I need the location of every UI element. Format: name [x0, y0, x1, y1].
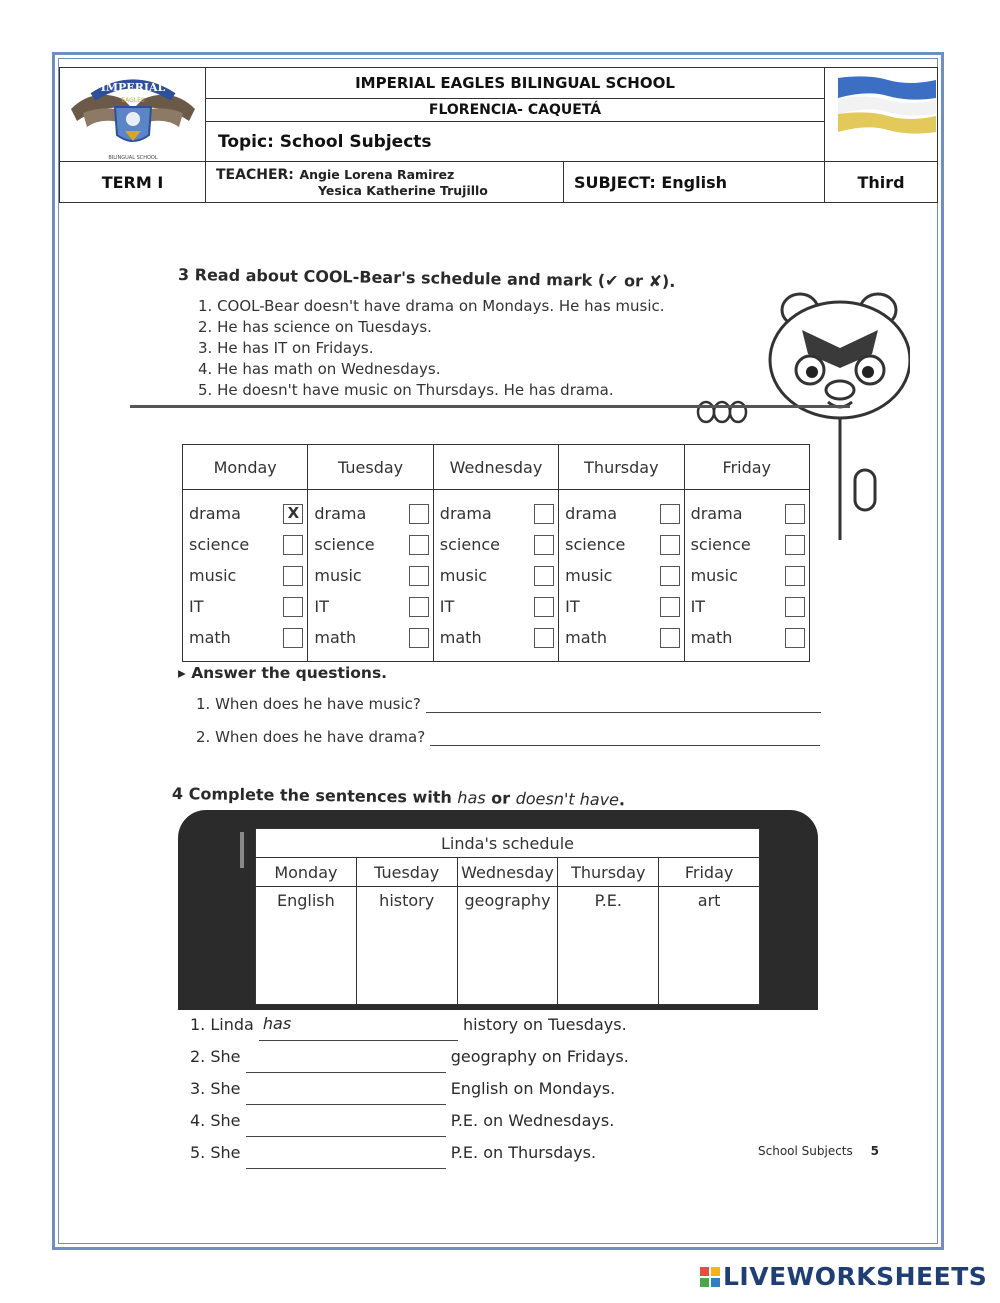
checkbox-friday-music[interactable] [785, 566, 805, 586]
list-item [691, 591, 805, 622]
school-logo [63, 69, 203, 161]
teacher-name-2: Yesica Katherine Trujillo [318, 183, 488, 198]
checkbox-monday-music[interactable] [283, 566, 303, 586]
linda-class-wednesday: geography [457, 887, 558, 1005]
list-item [440, 529, 554, 560]
answer-section-title [178, 664, 387, 682]
teacher-label: TEACHER: [216, 167, 294, 183]
schedule-header-row [183, 445, 810, 490]
day-thursday: Thursday [559, 445, 684, 490]
liveworksheets-logo [700, 1262, 987, 1291]
list-item [440, 560, 554, 591]
sentence-2-start: 2. She [190, 1047, 241, 1066]
linda-schedule-table [255, 828, 760, 1005]
subject-label: drama [439, 504, 492, 523]
exercise-4-instruction: Complete the sentences with [188, 784, 458, 807]
list-item [314, 622, 428, 653]
checkbox-monday-it[interactable] [283, 597, 303, 617]
linda-day-tuesday: Tuesday [356, 858, 457, 887]
list-item [440, 622, 554, 653]
exercise-4-number: 4 [171, 784, 184, 804]
checkbox-friday-math[interactable] [785, 628, 805, 648]
tablet-button [240, 832, 244, 868]
tuesday-column [308, 490, 433, 662]
checkbox-monday-science[interactable] [283, 535, 303, 555]
sentence-5-start: 5. She [190, 1143, 241, 1162]
subject-label: science [690, 535, 751, 554]
subject-label: drama [565, 504, 618, 523]
subject-label: math [439, 628, 482, 647]
question-2-text: 2. When does he have drama? [196, 728, 426, 746]
checkbox-monday-drama[interactable]: X [283, 504, 303, 524]
word-doesnt-have: doesn't have [515, 788, 620, 810]
word-has: has [457, 787, 486, 808]
checkbox-thursday-science[interactable] [660, 535, 680, 555]
answer-line-2[interactable] [430, 745, 820, 746]
subject-label: science [189, 535, 250, 554]
logo-text-eagles: EAGLES [120, 96, 145, 104]
footer-label: School Subjects [758, 1144, 853, 1158]
exercise-3-statements [198, 296, 665, 401]
arrow-icon: ▸ [178, 664, 192, 682]
checkbox-wednesday-drama[interactable] [534, 504, 554, 524]
page-footer [758, 1144, 879, 1158]
question-2 [196, 728, 820, 746]
list-item [189, 529, 303, 560]
checkbox-tuesday-math[interactable] [409, 628, 429, 648]
question-1-text: 1. When does he have music? [196, 695, 421, 713]
logo-text-imperial: IMPERIAL [100, 80, 165, 94]
teacher-cell [206, 162, 564, 203]
list-item [189, 498, 303, 529]
subject-label: math [565, 628, 607, 647]
checkbox-wednesday-it[interactable] [534, 597, 554, 617]
subject-label: IT [690, 597, 706, 616]
linda-schedule-title: Linda's schedule [256, 829, 760, 858]
exercise-3-instruction: Read about COOL-Bear's schedule and mark (✔ or ✘). [194, 265, 676, 291]
linda-day-friday: Friday [659, 858, 760, 887]
subject-label: music [189, 566, 237, 585]
list-item [691, 498, 805, 529]
statement-5: 5. He doesn't have music on Thursdays. He has drama. [198, 381, 614, 399]
school-name: IMPERIAL EAGLES BILINGUAL SCHOOL [206, 68, 825, 99]
list-item [314, 591, 428, 622]
statement-1: 1. COOL-Bear doesn't have drama on Mondays. He has music. [198, 297, 665, 315]
topic-title: Topic: School Subjects [206, 122, 825, 162]
linda-day-thursday: Thursday [558, 858, 659, 887]
teacher-name-1: Angie Lorena Ramirez [299, 167, 455, 182]
sentence-4-end: P.E. on Wednesdays. [450, 1111, 615, 1130]
board-top-edge [130, 405, 850, 408]
list-item [189, 622, 303, 653]
subject-label: music [314, 566, 362, 585]
checkbox-thursday-drama[interactable] [660, 504, 680, 524]
list-item [565, 591, 679, 622]
subject-label: SUBJECT: English [564, 162, 825, 203]
answer-input-5[interactable] [246, 1168, 446, 1169]
liveworksheets-icon [700, 1267, 720, 1287]
answer-input-1[interactable]: has [259, 1008, 458, 1041]
subject-label: math [690, 628, 733, 647]
list-item [565, 560, 679, 591]
subject-label: math [189, 628, 231, 647]
checkbox-tuesday-music[interactable] [409, 566, 429, 586]
checkbox-friday-drama[interactable] [785, 504, 805, 524]
list-item [691, 529, 805, 560]
statement-4: 4. He has math on Wednesdays. [198, 360, 441, 378]
subject-label: math [314, 628, 357, 647]
liveworksheets-text: LIVEWORKSHEETS [723, 1262, 988, 1291]
title-period: . [618, 790, 626, 810]
subject-label: drama [690, 504, 743, 523]
checkbox-friday-it[interactable] [785, 597, 805, 617]
question-1 [196, 695, 821, 713]
statement-2: 2. He has science on Tuesdays. [198, 318, 432, 336]
answer-title-text: Answer the questions. [191, 664, 388, 682]
page-number: 5 [870, 1144, 879, 1158]
list-item [691, 560, 805, 591]
checkbox-wednesday-math[interactable] [534, 628, 554, 648]
list-item [189, 560, 303, 591]
sentence-5-end: P.E. on Thursdays. [450, 1143, 597, 1162]
day-tuesday: Tuesday [308, 445, 433, 490]
sentence-3-end: English on Mondays. [450, 1079, 616, 1098]
subject-label: IT [314, 597, 329, 616]
sentence-3-start: 3. She [190, 1079, 241, 1098]
sentence-4 [190, 1105, 629, 1137]
list-item [314, 529, 428, 560]
checkbox-tuesday-science[interactable] [409, 535, 429, 555]
checkbox-wednesday-science[interactable] [534, 535, 554, 555]
list-item [565, 498, 679, 529]
linda-class-tuesday: history [356, 887, 457, 1005]
cool-bear-schedule-table [182, 444, 810, 662]
list-item [314, 498, 428, 529]
subject-label: IT [439, 597, 455, 616]
logo-text-bilingual: BILINGUAL SCHOOL [107, 154, 158, 161]
sentence-1 [190, 1008, 629, 1041]
sentence-5 [190, 1137, 629, 1169]
sentence-1-start: 1. Linda [190, 1015, 254, 1034]
monday-column [183, 490, 308, 662]
sentence-2 [190, 1041, 629, 1073]
grade-label: Third [825, 162, 938, 203]
checkbox-tuesday-drama[interactable] [409, 504, 429, 524]
list-item [189, 591, 303, 622]
linda-day-wednesday: Wednesday [457, 858, 558, 887]
list-item [565, 529, 679, 560]
subject-label: music [439, 566, 488, 585]
friday-column [684, 490, 809, 662]
checkbox-monday-math[interactable] [283, 628, 303, 648]
subject-label: music [565, 566, 613, 585]
subject-label: science [314, 535, 375, 554]
checkbox-thursday-music[interactable] [660, 566, 680, 586]
subject-label: drama [314, 504, 367, 523]
exercise-4-sentences [190, 1008, 629, 1169]
checkbox-tuesday-it[interactable] [409, 597, 429, 617]
linda-class-thursday: P.E. [558, 887, 659, 1005]
linda-classes-row [256, 887, 760, 1005]
checkbox-thursday-it[interactable] [660, 597, 680, 617]
list-item [314, 560, 428, 591]
school-location: FLORENCIA- CAQUETÁ [206, 99, 825, 122]
checkbox-friday-science[interactable] [785, 535, 805, 555]
subject-label: music [690, 566, 738, 585]
subject-label: science [565, 535, 626, 554]
answer-line-1[interactable] [426, 712, 821, 713]
sentence-3 [190, 1073, 629, 1105]
list-item [440, 591, 554, 622]
linda-class-monday: English [256, 887, 357, 1005]
school-logo-cell [60, 68, 206, 162]
statement-3: 3. He has IT on Fridays. [198, 339, 374, 357]
subject-label: science [439, 535, 500, 554]
linda-class-friday: art [659, 887, 760, 1005]
sentence-4-start: 4. She [190, 1111, 241, 1130]
linda-header-row [256, 858, 760, 887]
sentence-2-end: geography on Fridays. [450, 1047, 629, 1066]
list-item [565, 622, 679, 653]
subject-label: drama [189, 504, 241, 523]
day-wednesday: Wednesday [433, 445, 558, 490]
bear-paw-icon [696, 398, 754, 426]
school-flag-icon [838, 76, 936, 134]
day-friday: Friday [684, 445, 809, 490]
sentence-1-end: history on Tuesdays. [463, 1015, 627, 1034]
wednesday-column [433, 490, 558, 662]
exercise-3-number: 3 [177, 265, 190, 285]
word-or: or [485, 788, 516, 808]
subject-label: IT [565, 597, 580, 616]
subject-label: IT [189, 597, 204, 616]
term-label: TERM I [60, 162, 206, 203]
checkbox-wednesday-music[interactable] [534, 566, 554, 586]
day-monday: Monday [183, 445, 308, 490]
list-item [440, 498, 554, 529]
list-item [691, 622, 805, 653]
linda-day-monday: Monday [256, 858, 357, 887]
thursday-column [559, 490, 684, 662]
checkbox-thursday-math[interactable] [660, 628, 680, 648]
header-table [59, 67, 938, 203]
